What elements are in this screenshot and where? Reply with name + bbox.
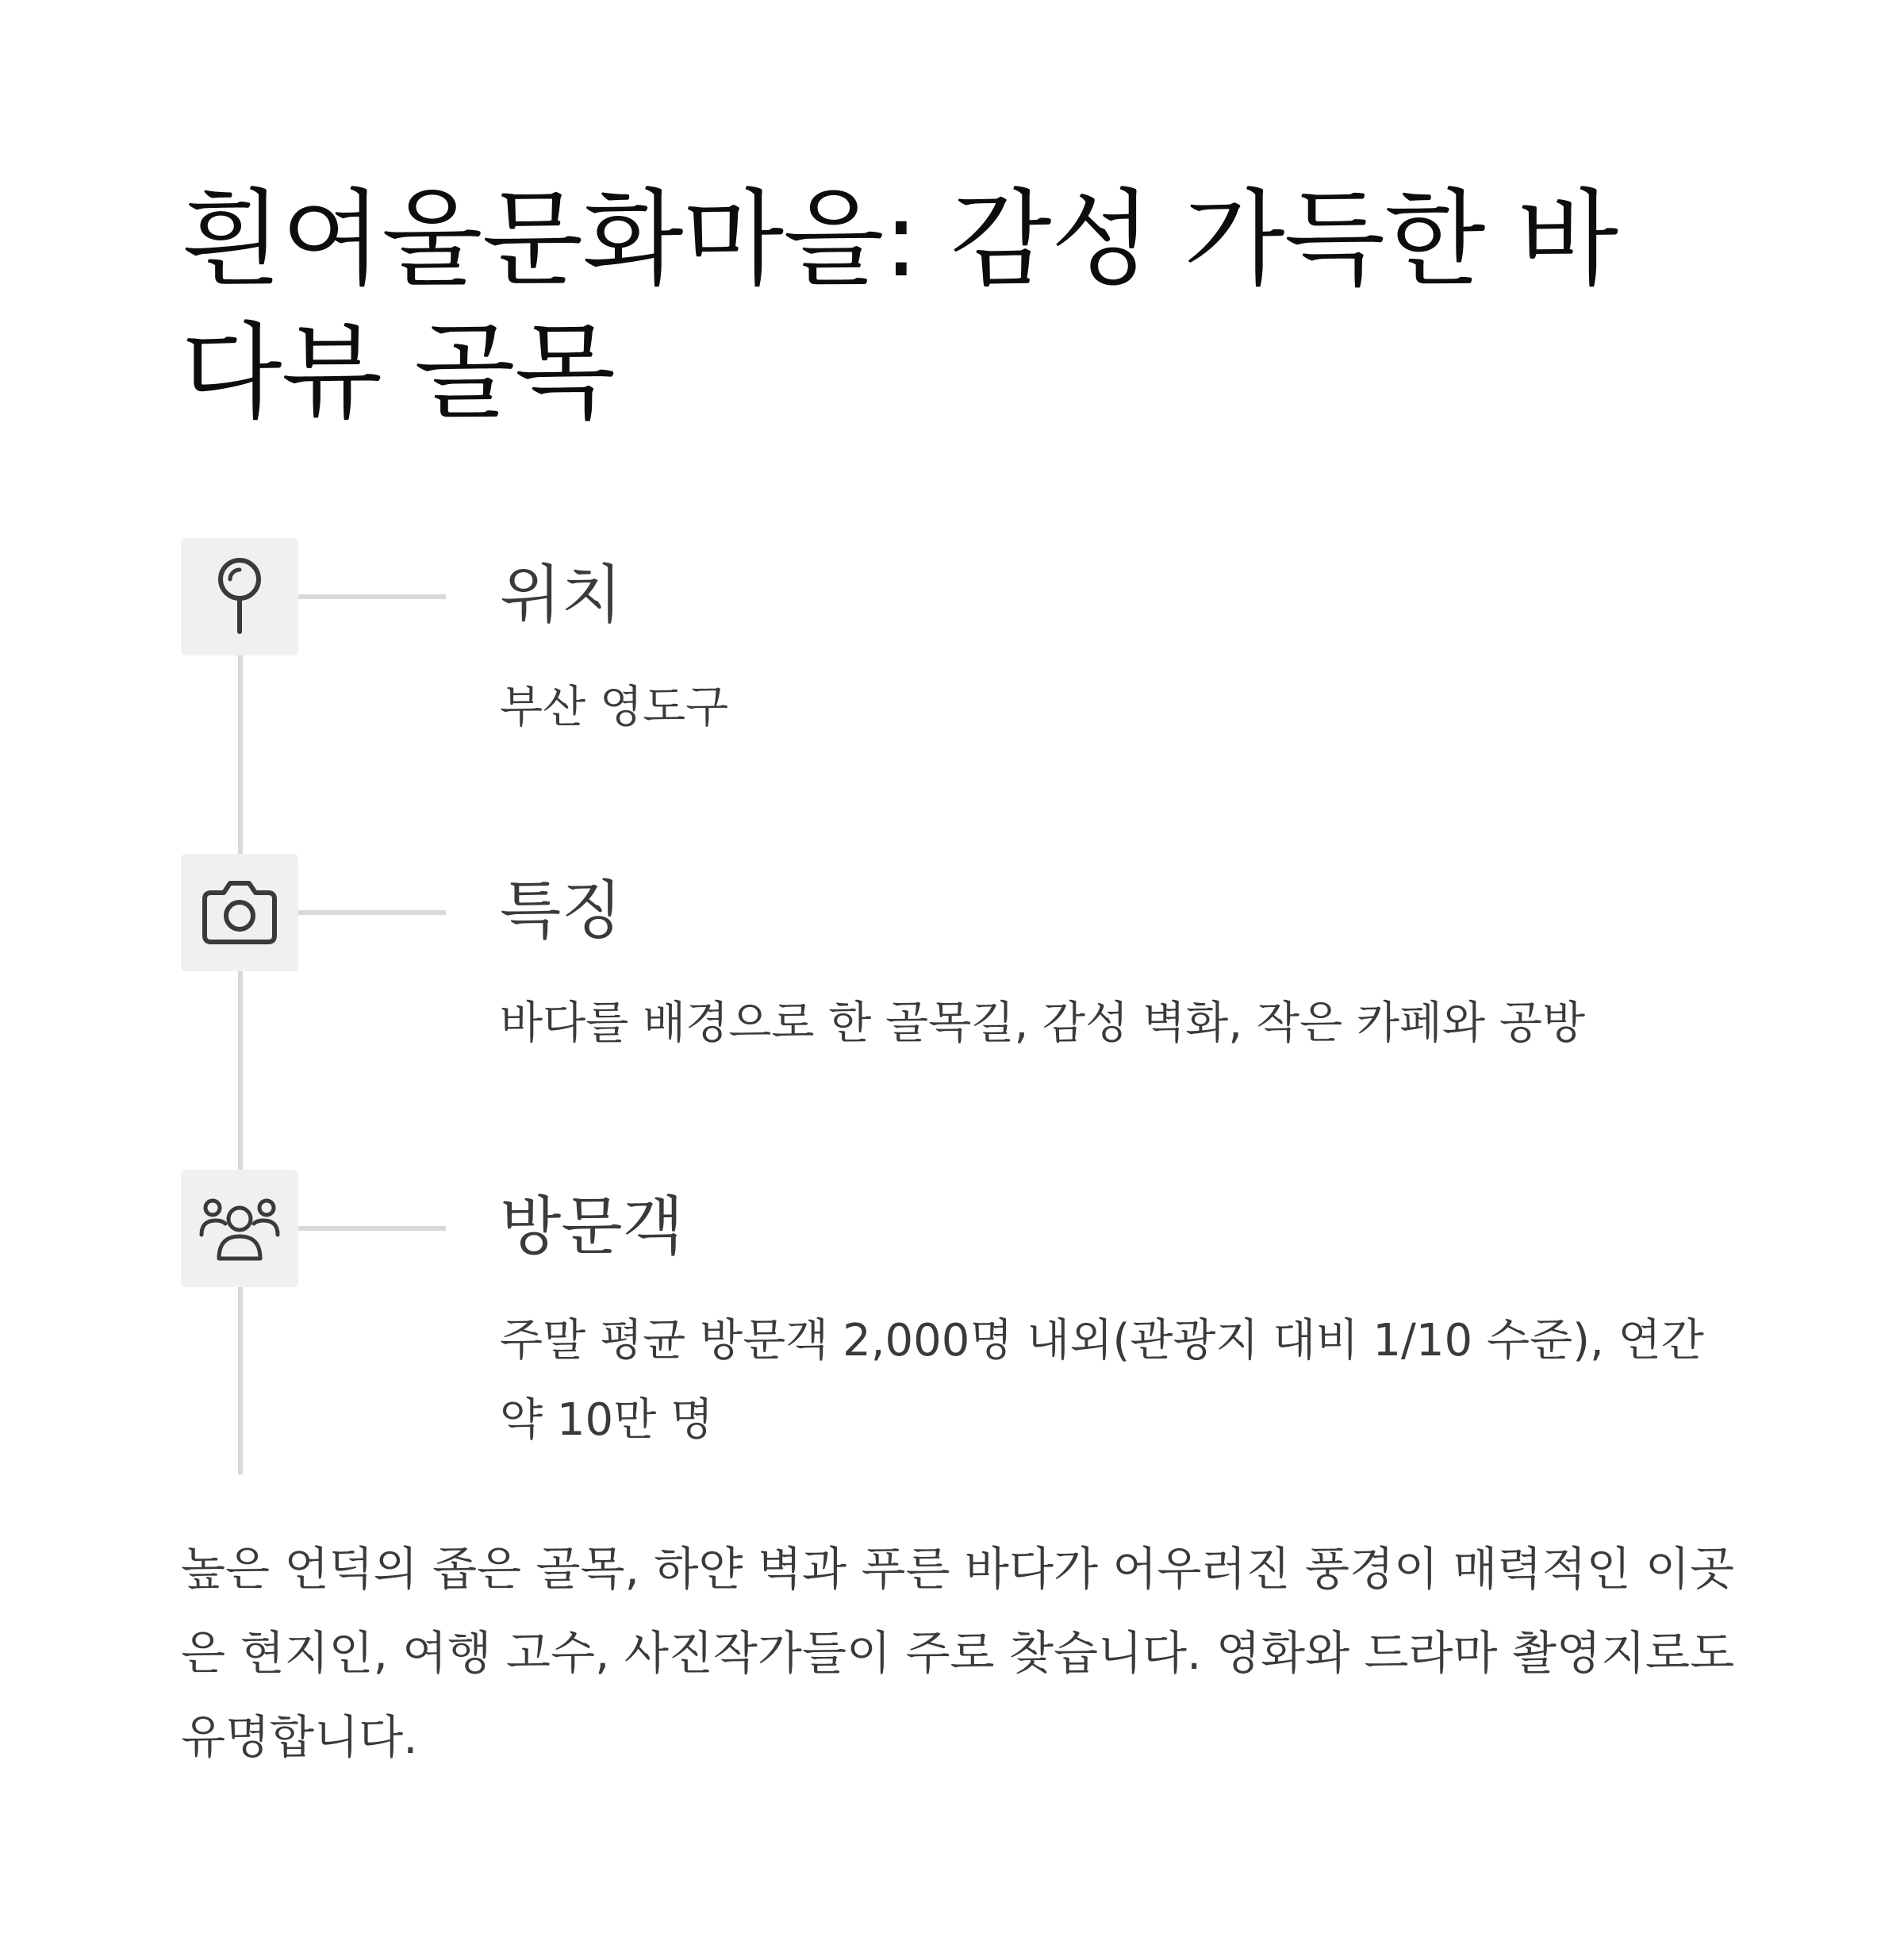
location-value: 부산 영도구 (500, 682, 729, 733)
page-title: 흰여울문화마을: 감성 가득한 바다뷰 골목 (181, 179, 1618, 434)
visitors-value: 주말 평균 방문객 2,000명 내외(관광지 대비 1/10 수준), 연간 약 10만 명 (500, 1315, 1704, 1446)
visitors-label: 방문객 (500, 1190, 684, 1263)
location-connector (298, 594, 446, 599)
location-icon-box (181, 538, 298, 655)
visitors-connector (298, 1226, 446, 1231)
visitors-icon-box (181, 1170, 298, 1287)
feature-label: 특징 (500, 874, 623, 947)
feature-connector (298, 910, 446, 915)
timeline-line (238, 603, 243, 1474)
feature-value: 바다를 배경으로 한 골목길, 감성 벽화, 작은 카페와 공방 (500, 997, 1586, 1049)
users-icon (198, 1195, 281, 1262)
feature-icon-box (181, 854, 298, 971)
description-paragraph: 높은 언덕의 좁은 골목, 하얀 벽과 푸른 바다가 어우러진 풍경이 매력적인 이곳은 현지인, 여행 고수, 사진작가들이 주로 찾습니다. 영화와 드라마 촬영지로도 유명합니다. (181, 1542, 1735, 1764)
camera-icon (200, 878, 279, 947)
location-label: 위치 (500, 558, 623, 632)
map-pin-icon (214, 555, 265, 638)
